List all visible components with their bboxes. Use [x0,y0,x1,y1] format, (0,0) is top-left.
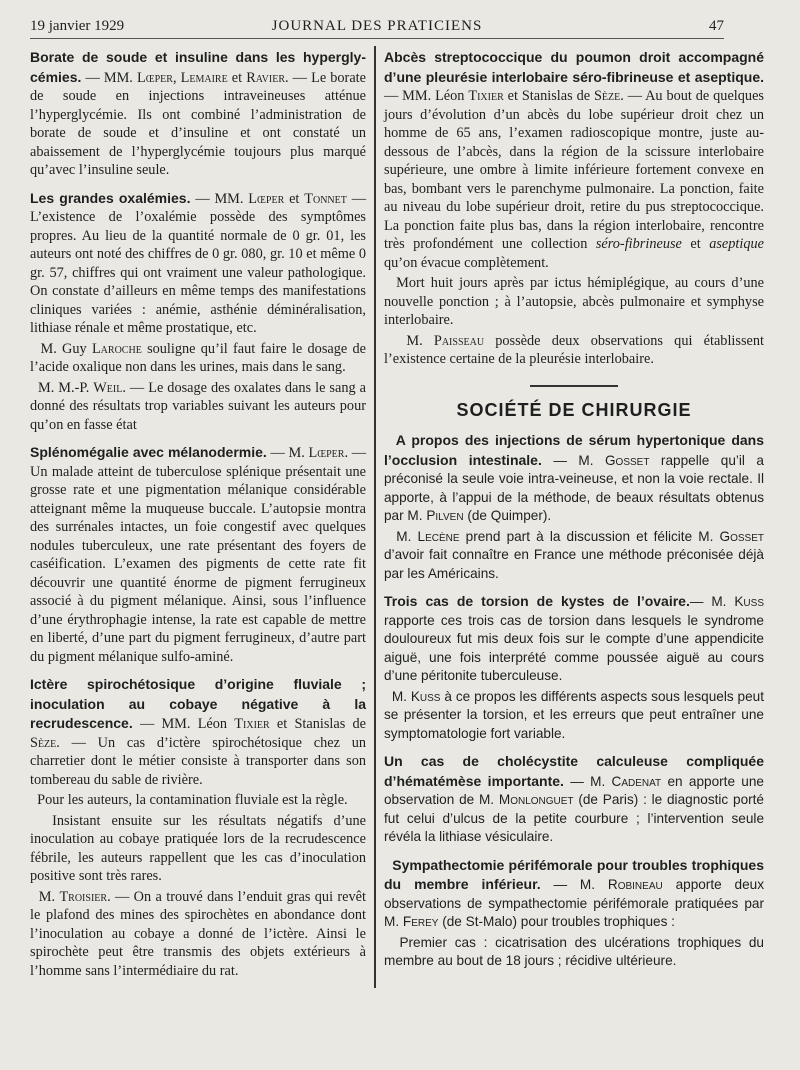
article-body: possède deux observations qui établissent l’existence certaine de la pleurésie interlobaire. [384,332,764,367]
article-paragraph [384,48,764,272]
article-body: à ce propos les différents aspects sous lesquels peut se présenter la torsion, et les erreurs que peut entraîner une symptomatologie fort variable. [384,688,764,741]
authors-prefix: — MM. Léon [132,716,235,732]
article-body: — L’existence de l’oxalémie possède des symptômes propres. Au lieu de la quantité normale de 0 gr. 01, les auteurs ont noté des chiffres de 0 gr. 080, gr. 10 et même 0 gr. 57, chiffres qui ont vraiment une valeur pathologique. On constate d’ailleurs en même temps des manifestations cliniques variées : anémie, asthénie déminéralisation, lithiase rénale et même prostatique, etc. [30,190,366,336]
text-fragment: et Stanislas de [269,716,367,732]
text-fragment: M. [391,688,411,704]
author-name: Tixier [468,88,504,104]
article-body: rappelle qu’il a préconisé la seule voie intra-veineuse, et non la voie rectale. Il apporte, à l’appui de la méthode, de beaux résultats obtenus par M. [384,452,764,523]
left-column [30,48,366,989]
section-separator [530,385,618,387]
text-fragment: et Stanislas de [503,88,594,104]
article-paragraph [30,379,366,435]
article-body: (de St-Malo) pour troubles trophiques : [438,914,675,929]
text-fragment: M. [406,332,434,349]
issue-date: 19 janvier 1929 [30,18,125,34]
column-divider [374,46,376,988]
authors-prefix: — M. [266,445,309,461]
author-name: Laroche [91,340,142,357]
author-name: Ravier [246,69,286,86]
text-fragment: M. [396,528,418,544]
article-sympathectomie [384,856,764,971]
article-oxalemies [30,189,366,435]
author-name: Gosset [719,528,764,544]
author-name: Weil [93,379,123,396]
article-ictere [30,675,366,980]
authors-prefix: — MM. [81,69,137,86]
page-number: 47 [709,18,724,34]
article-title: Ictère spirochétosique d’origine fluviale ; inoculation au cobaye négative à la recrudescence. [30,676,366,731]
article-paragraph [30,812,366,886]
article-paragraph [384,934,764,971]
article-title: Sympathectomie périfémorale pour troubles trophiques du membre inférieur. [384,856,764,892]
text-fragment: et [227,69,247,86]
article-body: souligne qu’il faut faire le dosage de l’acide oxalique non dans les urines, mais dans le sang. [30,340,366,375]
authors-prefix: — MM. Léon [384,88,469,104]
text-fragment: et [681,236,710,252]
article-body: . — On a trouvé dans l’enduit gras qui revêt le plafond des mines des spirochètes en abondance dont l’inoculation au cobaye a donné de l’ictère. Ainsi le spirochète peut être transmis des objets extérieurs à l’homme sans l’intermédiaire du rat. [30,888,366,979]
author-name: Sèze [593,88,621,104]
article-paragraph [30,888,366,981]
author-name: Paisseau [433,332,485,349]
article-paragraph [384,688,764,744]
text-fragment: , [172,69,181,86]
article-body: en apporte une observation de M. [384,773,764,807]
article-serum [384,431,764,583]
author-name: Lecène [417,528,460,544]
italic-term: séro-fibrineuse [595,236,682,252]
author-name: Lemaire [180,69,228,86]
authors-prefix: — M. [541,452,605,468]
article-paragraph [384,528,764,584]
author-name: Lœper [136,69,173,86]
article-title: Les grandes oxalémies. [30,189,191,206]
article-paragraph [384,431,764,526]
text-fragment: et [284,190,305,207]
article-paragraph [30,791,366,810]
text-fragment: M. [38,888,60,905]
article-body: prend part à la discussion et félicite M. [459,528,720,544]
authors-prefix: — M. [563,773,612,789]
author-name: Sèze [30,734,57,751]
article-body: qu’on évacue complètement. [384,254,549,271]
article-body: rapporte ces trois cas de torsion dans lesquels le syndrome douloureux fut mis deux fois sur le compte d’une appendicite aiguë, une fois interprété comme poussée aiguë au cours d’une péritonite tuberculeuse. [384,612,764,683]
article-paragraph [384,274,764,330]
article-paragraph [384,332,764,369]
article-body: . — Un cas d’ictère spirochétosique chez un charretier dont le métier consiste à transporter dans son tombereau du sable de rivière. [30,734,366,788]
right-column [384,48,764,980]
article-splenomegalie [30,443,366,666]
article-body: d’avoir fait connaître en France une méthode préconisée déjà par les Américains. [384,547,764,581]
italic-term: aseptique [709,236,764,252]
article-paragraph [384,592,764,686]
article-paragraph [384,856,764,932]
author-name: Pilven [426,508,464,523]
article-paragraph [30,189,366,338]
author-name: Lœper [248,190,285,207]
author-name: Troisier [59,888,108,905]
article-title: A propos des injections de sérum hypertonique dans l’occlusion intestinale. [384,432,764,468]
article-body: . — Le borate de soude en injections intraveineuses atténue l’hyperglycémie. Ils ont combiné l’administration de borate de soude et d’insuline et ont constaté un abaissement de l’hyperglycémie toujours plus marqué qu’avec l’insuline seule. [30,69,366,178]
article-paragraph [30,340,366,377]
section-title: SOCIÉTÉ DE CHIRURGIE [456,399,692,420]
author-name: Tonnet [304,190,347,207]
article-title: Borate de soude et insuline dans les hypergly-cémies. [30,49,366,85]
article-body: Pour les auteurs, la contamination fluviale est la règle. [37,792,348,808]
article-title: Splénomégalie avec mélanodermie. [30,444,267,460]
author-name: Monlonguet [498,792,574,807]
article-title: Un cas de cholécystite calculeuse compliquée d’hématémèse importante. [384,753,764,789]
article-paragraph [384,752,764,847]
article-title: Abcès streptococcique du poumon droit accompagné d’une pleurésie interlobaire séro-fibrineuse et aseptique. [384,49,764,85]
author-name: Gosset [604,452,650,468]
article-body: Premier cas : cicatrisation des ulcérations trophiques du membre au bout de 18 jours ; récidive ultérieure. [384,934,764,968]
authors-prefix: — M. [540,877,608,892]
article-body: (de Paris) : le diagnostic porté fut celui d’ulcus de la petite courbure ; l’intervention seule révéla la lithiase vésiculaire. [384,792,764,844]
article-body: . — Un malade atteint de tuberculose splénique présentait une grosse rate et une pigmentation mélanique considérable atteignant même la muqueuse buccale. L’autopsie montra des surrénales intactes, un foie congestif avec quelques nodules tuberculeux, une rate présentant des foyers de caséification. L’examen des pigments de cette rate fit découvrir une quantité énorme de pigment ferrugineux associé à du pigment mélanique. Ainsi, sous l’influence d’une érythrophagie intense, la rate est capable de mettre en liberté, d’une part du pigment ferrugineux, d’autre part du pigment mélanique sulfo-aminé. [30,445,367,665]
author-name: Kuss [734,594,764,609]
author-name: Kuss [410,688,441,704]
journal-title: JOURNAL DES PRATICIENS [271,18,483,34]
article-body: Mort huit jours après par ictus hémiplégique, au cours d’une nouvelle ponction ; à l’autopsie, abcès pulmonaire et symphyse interlobaire. [384,275,764,328]
article-body: apporte deux observations de sympathectomie périfémorale pratiquées par M. [384,877,765,929]
running-header [30,16,724,39]
text-fragment: M. Guy [40,340,92,357]
author-name: Tixier [234,716,270,732]
text-fragment: M. M.-P. [38,379,94,396]
article-borate [30,48,366,180]
author-name: Ferey [402,914,439,929]
author-name: Cadenat [611,773,662,789]
author-name: Lœper [308,445,345,461]
article-paragraph [30,443,366,666]
authors-prefix: — M. [689,594,735,609]
author-name: Robineau [607,877,663,892]
article-title: Trois cas de torsion de kystes de l’ovaire. [384,593,690,609]
article-body: Insistant ensuite sur les résultats négatifs d’une inoculation au cobaye pratiquée lors de la recrudescence fébrile, les auteurs rappellent que les cas d’inoculation positive sont très rares. [30,812,366,884]
article-kystes [384,592,764,743]
text-fragment: (de Quimper). [463,508,552,523]
article-body: . — Au bout de quelques jours d’évolution d’un abcès du lobe supérieur droit chez un homme de 65 ans, l’examen radioscopique montre, juste au-dessous de l’abcès, dans la région de la scissure interlobaire supérieure, une ombre à limite inférieure fortement convexe en bas, bombant vers le parenchyme pulmonaire. La ponction, faite au niveau du lobe supérieur droit, retire du pus streptococcique. La ponction faite plus bas, dans la région interlobaire, rencontre très profondément une collection [384,88,764,252]
article-abces [384,48,764,369]
article-cholecystite [384,752,764,847]
article-paragraph [30,48,366,180]
article-body: . — Le dosage des oxalates dans le sang a donné des résultats trop variables suivant les auteurs pour qu’on en fasse état [30,379,366,433]
article-paragraph [30,675,366,789]
authors-prefix: — MM. [190,190,249,207]
